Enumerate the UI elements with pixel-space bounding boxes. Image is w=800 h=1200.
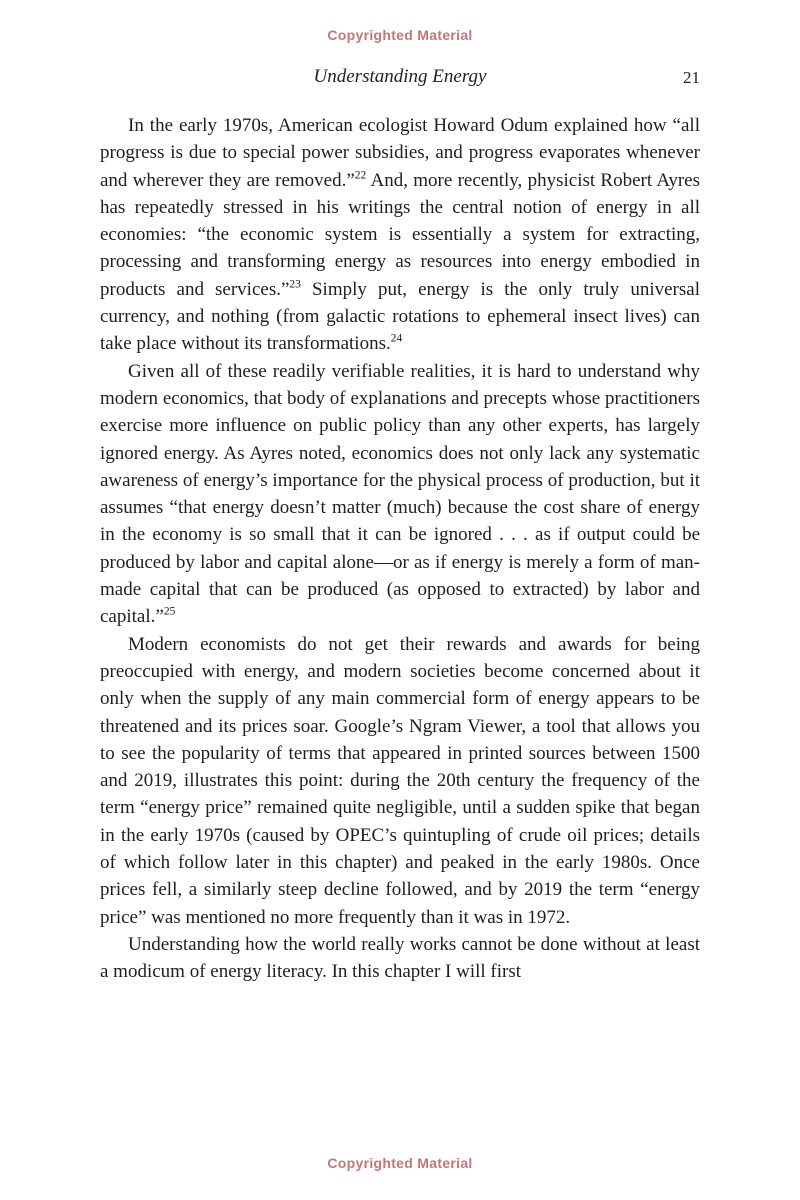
page-body — [100, 112, 700, 986]
footnote-marker: 23 — [289, 278, 301, 291]
chapter-title: Understanding Energy — [313, 66, 487, 87]
paragraph: Modern economists do not get their rewards and awards for being preoccupied with energy, and modern societies become concerned about it only when the supply of any main commercial form of energy appears to be threatened and its prices soar. Google’s Ngram Viewer, a tool that allows you to see the popularity of terms that appeared in printed sources between 1500 and 2019, illustrates this point: during the 20th century the frequency of the term “energy price” remained quite negligible, until a sudden spike that began in the early 1970s (caused by OPEC’s quintupling of crude oil prices; details of which follow later in this chapter) and peaked in the early 1980s. Once prices fell, a similarly steep decline followed, and by 2019 the term “energy price” was mentioned no more frequently than it was in 1972. — [100, 633, 700, 928]
paragraph: Understanding how the world really works cannot be done without at least a modicum of energy literacy. In this chapter I will first — [100, 933, 700, 983]
footnote-marker: 25 — [163, 606, 176, 619]
copyright-notice-bottom: Copyrighted Material — [327, 1155, 473, 1171]
running-header — [100, 66, 700, 92]
footnote-marker: 22 — [354, 169, 367, 182]
footnote-marker: 24 — [390, 333, 403, 346]
paragraph: In the early 1970s, American ecologist Howard Odum explained how “all progress is due to special power subsidies, and progress evaporates whenever and wherever they are removed.”$^{22}$ And, more recently, physicist Robert Ayres has repeatedly stressed in his writings the central notion of energy in all economies: “the economic system is essentially a system for extracting, processing and transforming energy as resources into energy embodied in products and services.”$^{23}$ Simply put, energy is the only truly universal currency, and nothing (from galactic rotations to ephemeral insect lives) can take place without its transformations.$^{24}$ — [100, 115, 700, 355]
copyright-notice-top: Copyrighted Material — [327, 27, 473, 43]
page-number: 21 — [683, 68, 700, 87]
paragraph: Given all of these readily verifiable realities, it is hard to understand why modern economics, that body of explanations and precepts whose practitioners exercise more influence on public policy than any other experts, has largely ignored energy. As Ayres noted, economics does not only lack any systematic awareness of energy’s importance for the physical process of production, but it assumes “that energy doesn’t matter (much) because the cost share of energy in the economy is so small that it can be ignored . . . as if output could be produced by labor and capital alone—or as if energy is merely a form of man-made capital that can be produced (as opposed to extracted) by labor and capital.”$^{25}$ — [100, 360, 700, 628]
